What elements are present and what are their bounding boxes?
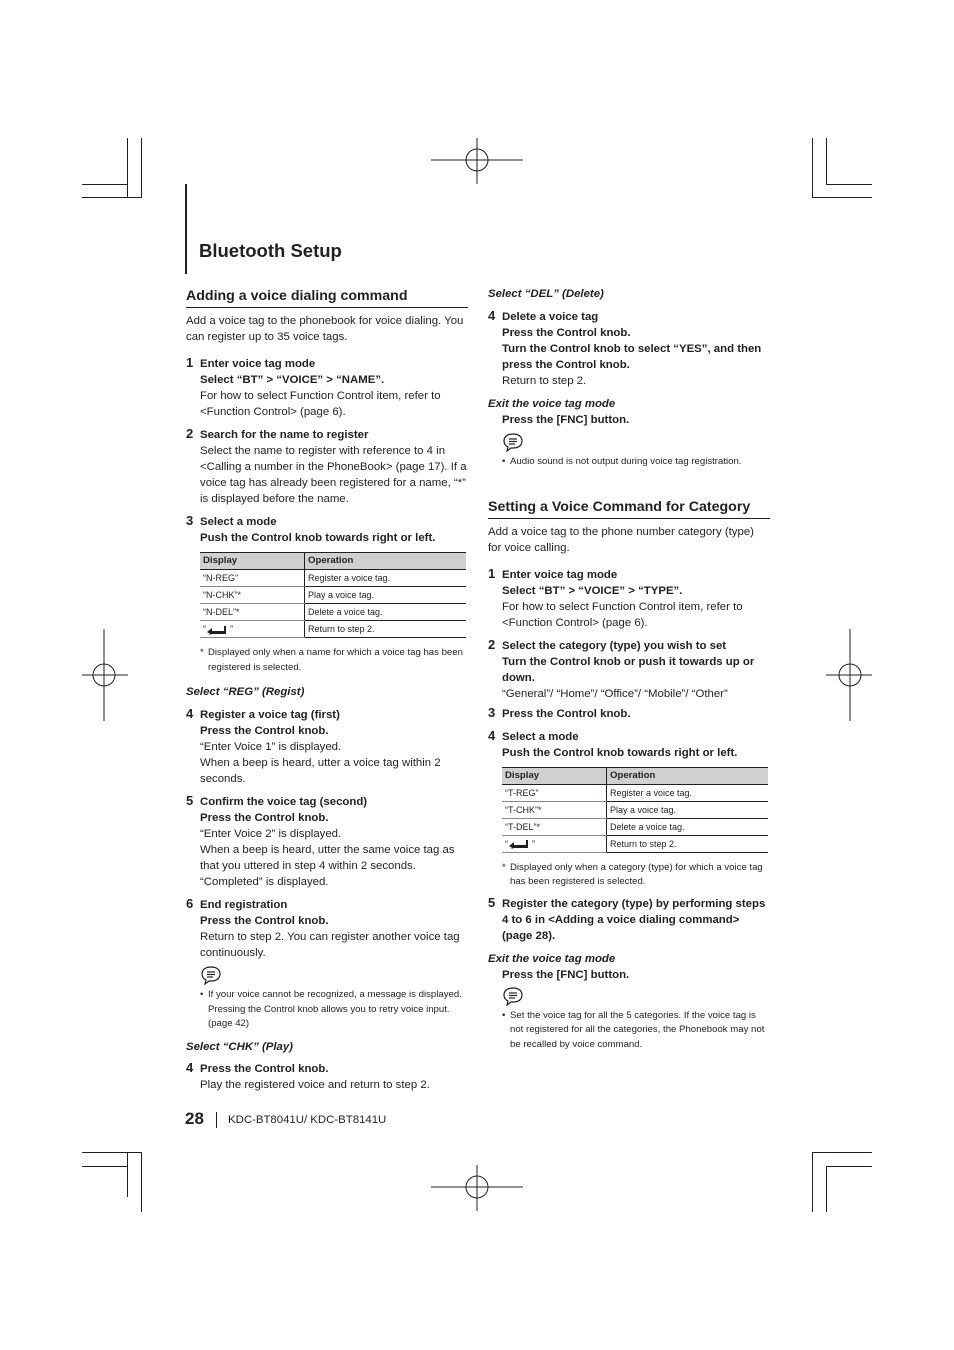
exit-instruction: Press the [FNC] button. [502, 414, 630, 426]
registration-mark-left [82, 629, 128, 721]
table-cell: Play a voice tag. [305, 587, 467, 604]
step-description: “Enter Voice 1” is displayed. [200, 741, 342, 753]
crop-mark [826, 1166, 872, 1167]
step-description: Return to step 2. [502, 375, 587, 387]
intro-text: Add a voice tag to the phone number category (type) for voice calling. [488, 525, 754, 554]
mode-table [200, 552, 466, 638]
quote-close: ” [230, 624, 233, 634]
final-note [488, 1009, 770, 1053]
footer-divider [216, 1112, 217, 1128]
step-title: Search for the name to register [200, 429, 369, 441]
table-footnote [186, 646, 468, 675]
table-row [502, 784, 768, 801]
page-title: Bluetooth Setup [199, 240, 342, 261]
crop-mark [826, 184, 872, 185]
crop-mark [812, 1152, 872, 1153]
table-header: Display [502, 767, 607, 784]
crop-mark [826, 138, 827, 184]
table-header: Operation [305, 553, 467, 570]
step-number: 1 [186, 355, 194, 370]
table-cell: “N-CHK”* [200, 587, 305, 604]
step-4-play [186, 1061, 468, 1093]
footnote-text: Displayed only when a name for which a voice tag has been registered is selected. [208, 647, 463, 673]
step-instruction: Select “BT” > “VOICE” > “NAME”. [200, 374, 385, 386]
return-icon [206, 625, 230, 635]
step-number: 5 [186, 793, 194, 808]
footnote-mark: * [200, 647, 204, 658]
step-instruction: Press the Control knob. [200, 725, 329, 737]
step-description: “General”/ “Home”/ “Office”/ “Mobile”/ “Other” [502, 687, 728, 700]
table-row [502, 801, 768, 818]
crop-mark [826, 1166, 827, 1212]
quote-open: “ [203, 624, 206, 634]
right-column [488, 286, 770, 1052]
sub-heading-exit: Exit the voice tag mode [488, 398, 616, 410]
category-mode-table [502, 767, 768, 853]
step-instruction: Press the Control knob. [200, 915, 329, 927]
step-title: End registration [200, 899, 288, 911]
step-number: 2 [186, 426, 194, 441]
step-description: “Completed” is displayed. [200, 876, 329, 888]
crop-mark [812, 138, 813, 198]
step-5 [186, 794, 468, 890]
step-number: 6 [186, 896, 194, 911]
step-instruction: Press the Control knob. [502, 327, 631, 339]
bullet: • [502, 1009, 506, 1021]
exit-instruction: Press the [FNC] button. [502, 968, 630, 981]
table-cell: Return to step 2. [607, 835, 769, 852]
crop-mark [82, 197, 142, 198]
step-number: 4 [186, 1059, 194, 1075]
step-title: Select the category (type) you wish to set [502, 639, 727, 652]
sub-heading-exit-2: Exit the voice tag mode [488, 952, 616, 965]
left-column [186, 286, 468, 1093]
table-cell: “T-REG” [502, 784, 607, 801]
memo-note [186, 988, 468, 1032]
step-number: 5 [488, 894, 496, 910]
memo-icon [502, 986, 524, 1006]
step-instruction: Push the Control knob towards right or left. [502, 746, 738, 759]
table-row [502, 835, 768, 852]
section-heading: Adding a voice dialing command [186, 286, 468, 308]
memo-icon [200, 965, 222, 985]
table-header-row [200, 553, 466, 570]
step-1 [186, 356, 468, 420]
step-3 [186, 514, 468, 546]
exit-note [488, 455, 770, 470]
step-description: Select the name to register with reference to 4 in <Calling a number in the PhoneBook> (page 17). If a voice tag has already been registered for a name, “*” is displayed before the name. [200, 445, 467, 505]
section-heading-category: Setting a Voice Command for Category [488, 497, 770, 519]
step-description: When a beep is heard, utter a voice tag within 2 seconds. [200, 757, 441, 785]
table-cell: Play a voice tag. [607, 801, 769, 818]
step-number: 2 [488, 636, 496, 652]
cat-step-3 [488, 706, 770, 722]
crop-mark [82, 1152, 142, 1153]
sub-heading-chk: Select “CHK” (Play) [186, 1040, 293, 1053]
step-title: Press the Control knob. [200, 1062, 329, 1075]
memo-icon-wrap [488, 986, 770, 1008]
table-row [200, 604, 466, 621]
cat-step-4 [488, 729, 770, 761]
step-4 [186, 707, 468, 787]
table-header-row [502, 767, 768, 784]
table-row [200, 621, 466, 638]
step-title: Register the category (type) by performing steps 4 to 6 in <Adding a voice dialing command> (page 28). [502, 897, 766, 942]
step-number: 4 [488, 727, 496, 743]
step-title: Enter voice tag mode [502, 568, 618, 581]
registration-mark-right [826, 629, 872, 721]
table-row [502, 818, 768, 835]
bullet: • [502, 456, 506, 467]
footnote-text: Displayed only when a category (type) for which a voice tag has been registered is selected. [510, 861, 763, 887]
bullet: • [200, 989, 204, 1000]
step-description: Return to step 2. You can register another voice tag continuously. [200, 931, 460, 959]
table-cell [200, 621, 305, 638]
crop-mark [812, 197, 872, 198]
crop-mark [141, 138, 142, 198]
table-cell: Register a voice tag. [607, 784, 769, 801]
step-title: Select a mode [200, 516, 277, 528]
step-title: Confirm the voice tag (second) [200, 796, 368, 808]
quote-close: ” [532, 838, 535, 849]
step-instruction: Select “BT” > “VOICE” > “TYPE”. [502, 584, 683, 597]
step-title: Press the Control knob. [502, 707, 631, 720]
step-4-delete [488, 309, 770, 389]
table-row [200, 587, 466, 604]
step-title: Select a mode [502, 730, 579, 743]
table-cell: “T-CHK”* [502, 801, 607, 818]
table-header: Operation [607, 767, 769, 784]
step-instruction: Turn the Control knob or push it towards up or down. [502, 655, 755, 684]
step-title: Register a voice tag (first) [200, 709, 340, 721]
cat-step-2 [488, 638, 770, 702]
note-text: Set the voice tag for all the 5 categories. If the voice tag is not registered for all the categories, the Phonebook may not be recalled by voice command. [510, 1009, 765, 1050]
step-description: When a beep is heard, utter the same voice tag as that you uttered in step 4 within 2 seconds. [200, 844, 455, 872]
table-cell [502, 835, 607, 852]
memo-icon [502, 432, 524, 452]
table-cell: Register a voice tag. [305, 570, 467, 587]
sub-heading-reg: Select “REG” (Regist) [186, 686, 305, 698]
table-row [200, 570, 466, 587]
step-instruction: Press the Control knob. [200, 812, 329, 824]
step-title: Delete a voice tag [502, 311, 599, 323]
model-name: KDC-BT8041U/ KDC-BT8141U [228, 1114, 387, 1126]
step-description: Play the registered voice and return to step 2. [200, 1078, 430, 1091]
table-cell: “T-DEL”* [502, 818, 607, 835]
step-number: 4 [186, 706, 194, 721]
table-cell: “N-REG” [200, 570, 305, 587]
step-2 [186, 427, 468, 507]
registration-mark-top [431, 138, 523, 184]
crop-mark [141, 1152, 142, 1212]
page-number: 28 [185, 1109, 204, 1128]
memo-icon-wrap [488, 432, 770, 454]
title-rule [185, 184, 187, 274]
step-description: “Enter Voice 2” is displayed. [200, 828, 342, 840]
note-text: Audio sound is not output during voice tag registration. [510, 456, 742, 467]
intro-text: Add a voice tag to the phonebook for voice dialing. You can register up to 35 voice tags. [186, 315, 464, 343]
cat-step-1 [488, 567, 770, 631]
step-description: For how to select Function Control item, refer to <Function Control> (page 6). [502, 600, 743, 629]
crop-mark [812, 1152, 813, 1212]
memo-icon-wrap [186, 965, 468, 987]
step-title: Enter voice tag mode [200, 358, 316, 370]
step-number: 3 [186, 513, 194, 528]
crop-mark [82, 184, 128, 185]
return-icon [508, 839, 532, 849]
table-footnote [488, 861, 770, 890]
step-number: 3 [488, 704, 496, 720]
footnote-mark: * [502, 861, 506, 873]
note-text: If your voice cannot be recognized, a message is displayed. Pressing the Control knob allows you to retry voice input. (page 42) [208, 989, 462, 1029]
crop-mark [127, 138, 128, 198]
registration-mark-bottom [431, 1165, 523, 1211]
step-instruction: Push the Control knob towards right or left. [200, 532, 436, 544]
crop-mark [82, 1166, 128, 1167]
table-cell: Delete a voice tag. [607, 818, 769, 835]
table-cell: “N-DEL”* [200, 604, 305, 621]
step-instruction: Turn the Control knob to select “YES”, and then press the Control knob. [502, 343, 762, 371]
crop-mark [127, 1152, 128, 1197]
sub-heading-del: Select “DEL” (Delete) [488, 288, 604, 300]
step-description: For how to select Function Control item, refer to <Function Control> (page 6). [200, 390, 441, 418]
step-number: 1 [488, 565, 496, 581]
table-cell: Return to step 2. [305, 621, 467, 638]
table-cell: Delete a voice tag. [305, 604, 467, 621]
cat-step-5 [488, 896, 770, 944]
step-number: 4 [488, 308, 496, 323]
table-header: Display [200, 553, 305, 570]
step-6 [186, 897, 468, 961]
quote-open: “ [505, 838, 508, 849]
